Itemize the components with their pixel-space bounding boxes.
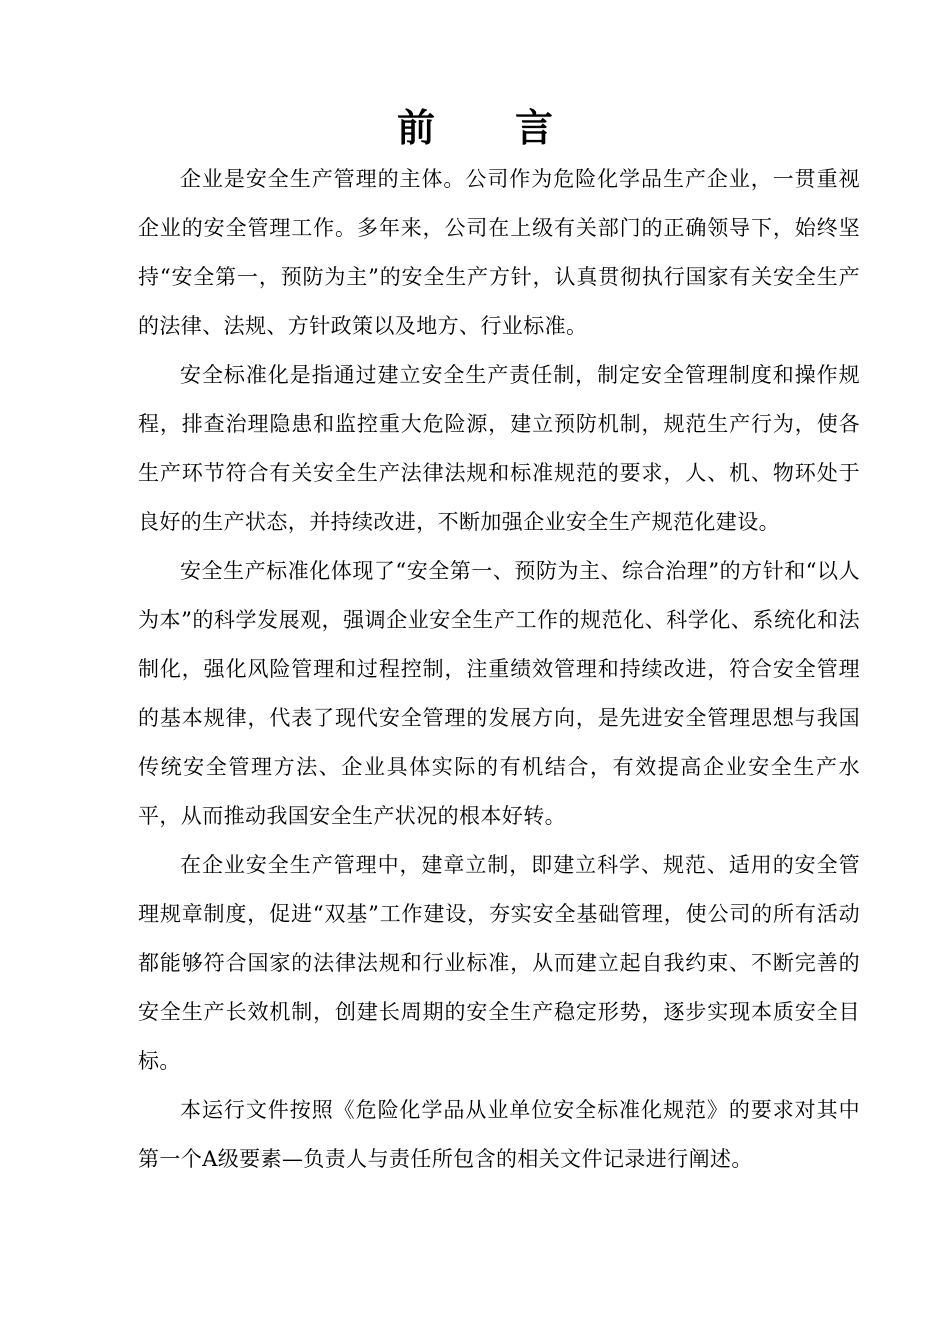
body-text <box>138 155 860 1184</box>
paragraph-2: 安全标准化是指通过建立安全生产责任制，制定安全管理制度和操作规程，排查治理隐患和监控重大危险源，建立预防机制，规范生产行为，使各生产环节符合有关安全生产法律法规和标准规范的要求，人、机、物环处于良好的生产状态，并持续改进，不断加强企业安全生产规范化建设。 <box>138 363 860 534</box>
paragraph-4: 在企业安全生产管理中，建章立制，即建立科学、规范、适用的安全管理规章制度，促进“双基”工作建设，夯实安全基础管理，使公司的所有活动都能够符合国家的法律法规和行业标准，从而建立起自我约束、不断完善的安全生产长效机制，创建长周期的安全生产稳定形势，逐步实现本质安全目标。 <box>138 853 860 1073</box>
paragraph-3: 安全生产标准化体现了“安全第一、预防为主、综合治理”的方针和“以人为本”的科学发展观，强调企业安全生产工作的规范化、科学化、系统化和法制化，强化风险管理和过程控制，注重绩效管理和持续改进，符合安全管理的基本规律，代表了现代安全管理的发展方向，是先进安全管理思想与我国传统安全管理方法、企业具体实际的有机结合，有效提高企业安全生产水平，从而推动我国安全生产状况的根本好转。 <box>138 559 860 828</box>
paragraph-1: 企业是安全生产管理的主体。公司作为危险化学品生产企业，一贯重视企业的安全管理工作。多年来，公司在上级有关部门的正确领导下，始终坚持“安全第一，预防为主”的安全生产方针，认真贯彻执行国家有关安全生产的法律、法规、方针政策以及地方、行业标准。 <box>138 167 860 338</box>
page-title: 前言 <box>396 105 633 150</box>
paragraph-5: 本运行文件按照《危险化学品从业单位安全标准化规范》的要求对其中第一个A级要素—负责人与责任所包含的相关文件记录进行阐述。 <box>138 1098 860 1171</box>
